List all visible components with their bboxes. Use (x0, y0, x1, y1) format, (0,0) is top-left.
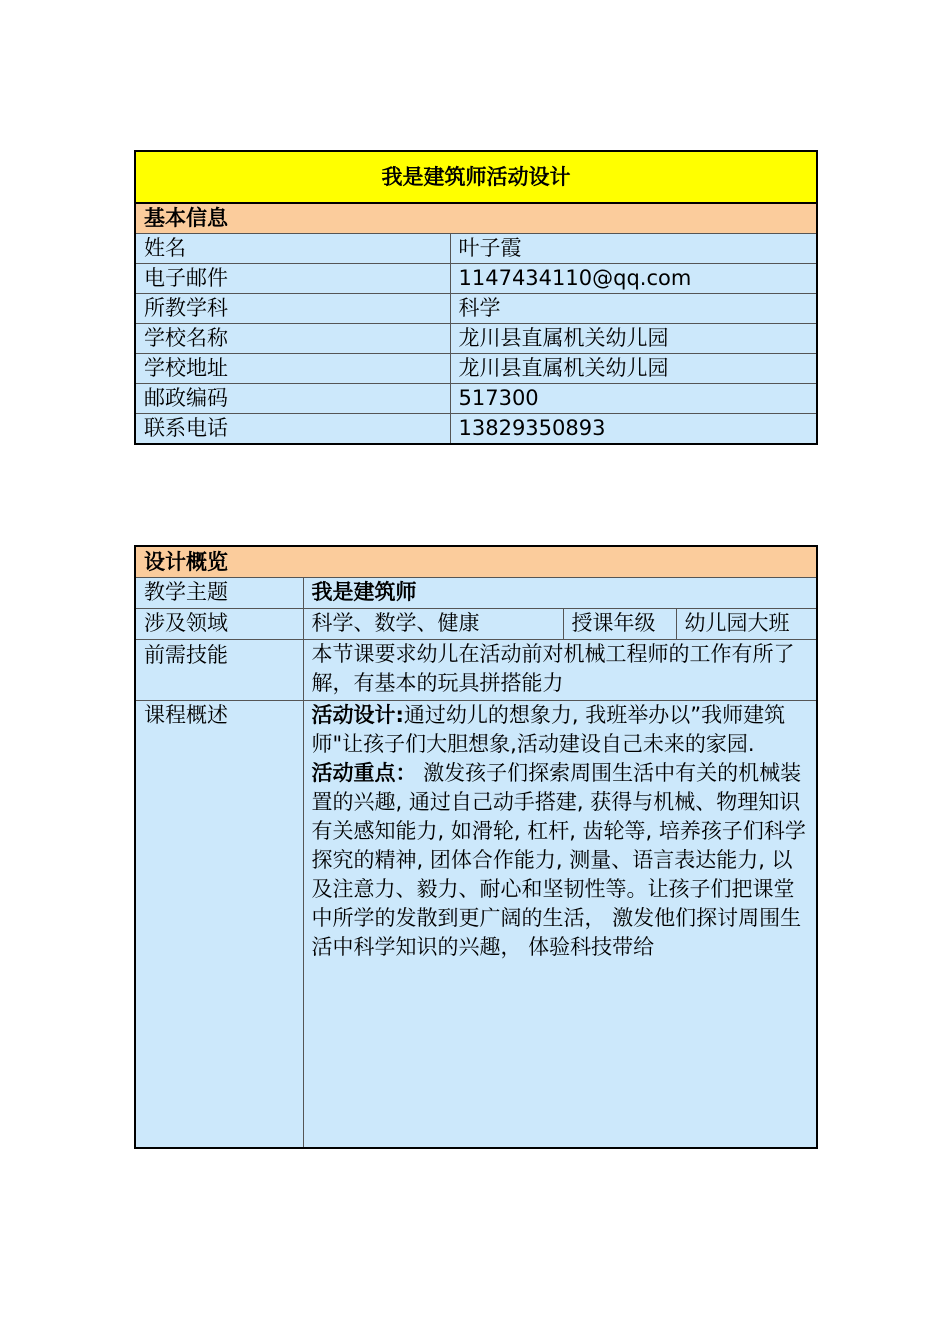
table-row (135, 294, 817, 324)
table-row (135, 264, 817, 294)
name-value: 叶子霞 (450, 234, 817, 264)
name-label: 姓名 (135, 234, 450, 264)
page-title: 我是建筑师活动设计 (135, 151, 817, 203)
overview-content (303, 701, 817, 1149)
table-row (135, 609, 817, 640)
school-address-label: 学校地址 (135, 354, 450, 384)
theme-value: 我是建筑师 (303, 578, 817, 609)
domain-label: 涉及领域 (135, 609, 303, 640)
basic-info-table (134, 150, 818, 445)
table-row (135, 354, 817, 384)
table-row (135, 384, 817, 414)
design-overview-table (134, 545, 818, 1149)
overview-focus-text: 激发孩子们探索周围生活中有关的机械装置的兴趣, 通过自己动手搭建, 获得与机械、物理知识有关感知能力, 如滑轮, 杠杆, 齿轮等, 培养孩子们科学探究的精神, 团体合作能力, 测量、语言表达能力, 以及注意力、毅力、耐心和坚韧性等。让孩子们把课堂中所学的发散到更广阔的生活， 激发他们探讨周围生活中科学知识的兴趣， 体验科技带给 (311, 761, 806, 959)
overview-design-label: 活动设计: (311, 703, 404, 727)
phone-value: 13829350893 (450, 414, 817, 445)
table-row (135, 640, 817, 701)
grade-label: 授课年级 (563, 609, 676, 640)
school-name-value: 龙川县直属机关幼儿园 (450, 324, 817, 354)
table-row (135, 234, 817, 264)
table-row (135, 578, 817, 609)
prereq-value: 本节课要求幼儿在活动前对机械工程师的工作有所了解，有基本的玩具拼搭能力 (303, 640, 817, 701)
overview-focus-label: 活动重点： (311, 761, 417, 785)
email-value: 1147434110@qq.com (450, 264, 817, 294)
postcode-label: 邮政编码 (135, 384, 450, 414)
prereq-label: 前需技能 (135, 640, 303, 701)
title-row (135, 151, 817, 203)
basic-info-header: 基本信息 (135, 203, 817, 234)
table-row (135, 701, 817, 1149)
table-row (135, 414, 817, 445)
section-header-row (135, 546, 817, 578)
section-header-row (135, 203, 817, 234)
school-address-value: 龙川县直属机关幼儿园 (450, 354, 817, 384)
email-label: 电子邮件 (135, 264, 450, 294)
grade-value: 幼儿园大班 (676, 609, 817, 640)
subject-value: 科学 (450, 294, 817, 324)
school-name-label: 学校名称 (135, 324, 450, 354)
domain-value: 科学、数学、健康 (303, 609, 563, 640)
postcode-value: 517300 (450, 384, 817, 414)
subject-label: 所教学科 (135, 294, 450, 324)
overview-label: 课程概述 (135, 701, 303, 1149)
overview-design-text: 通过幼儿的想象力, 我班举办以”我师建筑师"让孩子们大胆想象,活动建设自己未来的家园. (311, 703, 786, 756)
theme-label: 教学主题 (135, 578, 303, 609)
design-overview-header: 设计概览 (135, 546, 817, 578)
table-row (135, 324, 817, 354)
phone-label: 联系电话 (135, 414, 450, 445)
